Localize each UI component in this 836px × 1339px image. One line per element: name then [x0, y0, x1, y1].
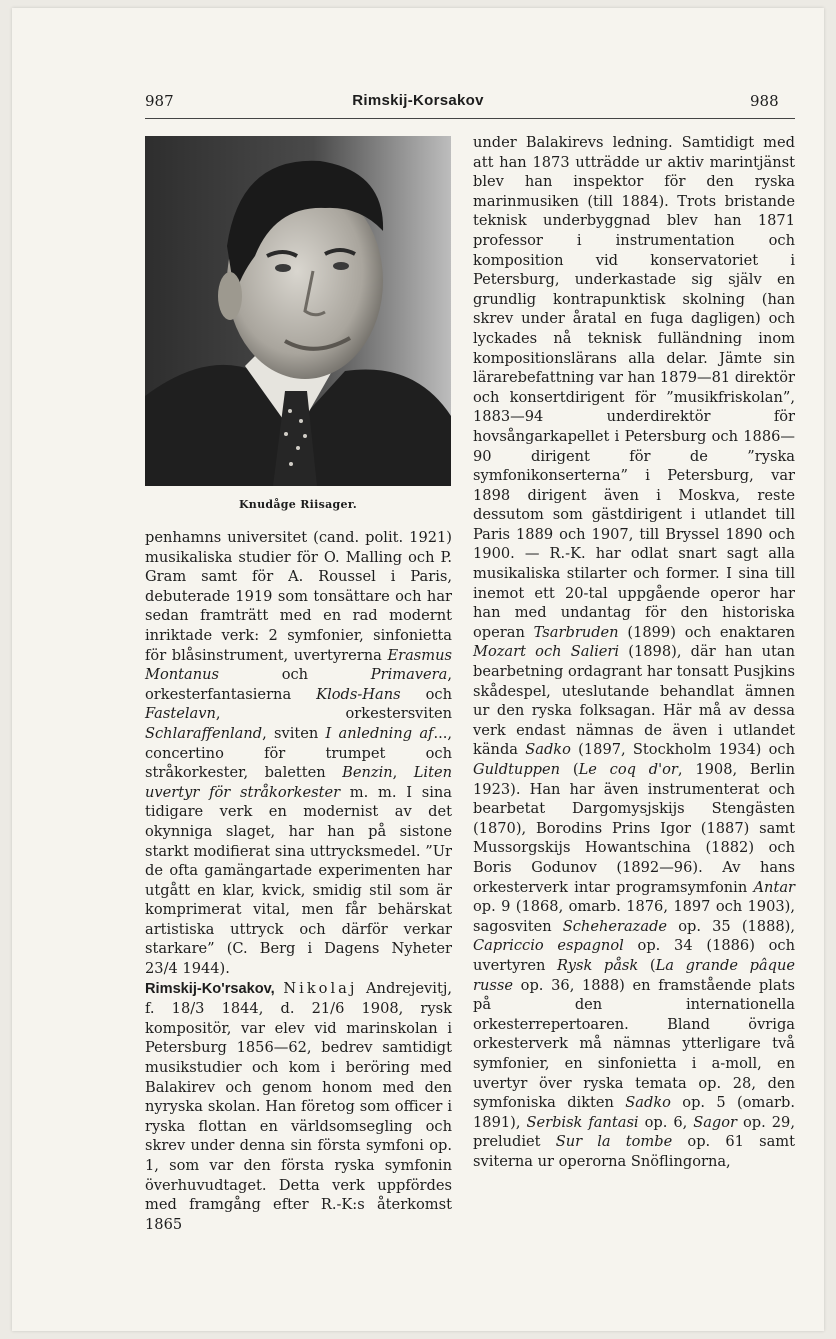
entry-headword: Rimskij-Ko'rsakov,: [145, 980, 275, 997]
photo-caption: Knudåge Riisager.: [238, 498, 358, 511]
portrait-image: [145, 136, 451, 486]
right-text-column: [473, 133, 795, 1171]
entry-first-name: Nikolaj: [283, 979, 358, 997]
page-number-left: 987: [145, 92, 174, 110]
running-head-title: Rimskij-Korsakov: [352, 92, 484, 109]
page-number-right: 988: [750, 92, 779, 110]
left-text-column: [145, 528, 452, 1234]
header-rule: [145, 118, 795, 119]
rimskij-korsakov-entry-continued: under Balakirevs ledning. Samtidigt med att han 1873 utträdde ur aktiv marintjänst blev han inspektor för den ryska marinmusiken (till 1884). Trots bristande teknisk underbyggnad blev han 1871 professor i instrumentation och komposition vid konservatoriet i Petersburg, underkastade sig själv en grundlig kontrapunktisk skolning (han skrev under åratal en fuga dagligen) och lyckades nå teknisk fulländning inom kompositionslärans alla delar. Jämte sin lärarebefattning var han 1879—81 direktör och konsertdirigent för ”musikfriskolan”, 1883—94 underdirektör för hovsångarkapellet i Petersburg och 1886—90 dirigent för de ”ryska symfonikonserterna” i Petersburg, var 1898 dirigent även i Moskva, reste dessutom som gästdirigent i utlandet till Paris 1889 och 1907, till Bryssel 1890 och 1900. — R.-K. har odlat snart sagt alla musikaliska stilarter och former. I sina till inemot ett 20-tal uppgående operor har han med undantag för den historiska operan Tsarbruden (1899) och enaktaren Mozart och Salieri (1898), där han utan bearbetning ordagrant har tonsatt Pusjkins skådespel, uteslutande behandlat ämnen ur den ryska folksagan. Här må av dessa verk endast nämnas de även i utlandet kända Sadko (1897, Stockholm 1934) och Guldtuppen (Le coq d'or, 1908, Berlin 1923). Han har även instrumenterat och bearbetat Dargomysjskijs Stengästen (1870), Borodins Prins Igor (1887) samt Mussorgskijs Howantschina (1882) och Boris Godunov (1892—96). Av hans orkesterverk intar programsymfonin Antar op. 9 (1868, omarb. 1876, 1897 och 1903), sagosviten Scheherazade op. 35 (1888), Capriccio espagnol op. 34 (1886) och uvertyren Rysk påsk (La grande pâque russe op. 36, 1888) en framstående plats på den internationella orkesterrepertoaren. Bland övriga orkesterverk må nämnas ytterligare två symfonier, en sinfonietta i a-moll, en uvertyr över ryska temata op. 28, den symfoniska dikten Sadko op. 5 (omarb. 1891), Serbisk fantasi op. 6, Sagor op. 29, preludiet Sur la tombe op. 61 samt sviterna ur operorna Snöflingorna,: [473, 134, 796, 1170]
book-page: [12, 8, 824, 1331]
riisager-entry-continued: penhamns universitet (cand. polit. 1921) musikaliska studier för O. Malling och P. Gram samt för A. Roussel i Paris, debuterade 1919 som tonsättare och har sedan framträtt med en rad modernt inriktade verk: 2 symfonier, sinfonietta för blåsinstrument, uvertyrerna Erasmus Montanus och Primavera, orkesterfantasierna Klods-Hans och Fastelavn, orkestersviten Schlaraffenland, sviten I anledning af..., concertino för trumpet och stråkorkester, baletten Benzin, Liten uvertyr för stråkorkester m. m. I sina tidigare verk en modernist av det okynniga slaget, har han på sistone starkt modifierat sina uttrycksmedel. ”Ur de ofta gamängartade experimenten har utgått en klar, kvick, smidig stil som är komprimerat vital, men får behärskat artistiska uttryck och därför verkar starkare” (C. Berg i Dagens Nyheter 23/4 1944).: [145, 529, 452, 978]
portrait-photo: [145, 136, 451, 486]
rimskij-korsakov-entry: Rimskij-Ko'rsakov, Nikolaj Andrejevitj, f. 18/3 1844, d. 21/6 1908, rysk kompositör, var elev vid marinskolan i Petersburg 1856—62, bedrev samtidigt musikstudier och kom i beröring med Balakirev och genom honom med den nyryska skolan. Han företog som officer i ryska flottan en världsomsegling och skrev under denna sin första symfoni op. 1, som var den första ryska symfonin överhuvudtaget. Detta verk uppfördes med framgång efter R.-K:s återkomst 1865: [145, 979, 453, 1233]
